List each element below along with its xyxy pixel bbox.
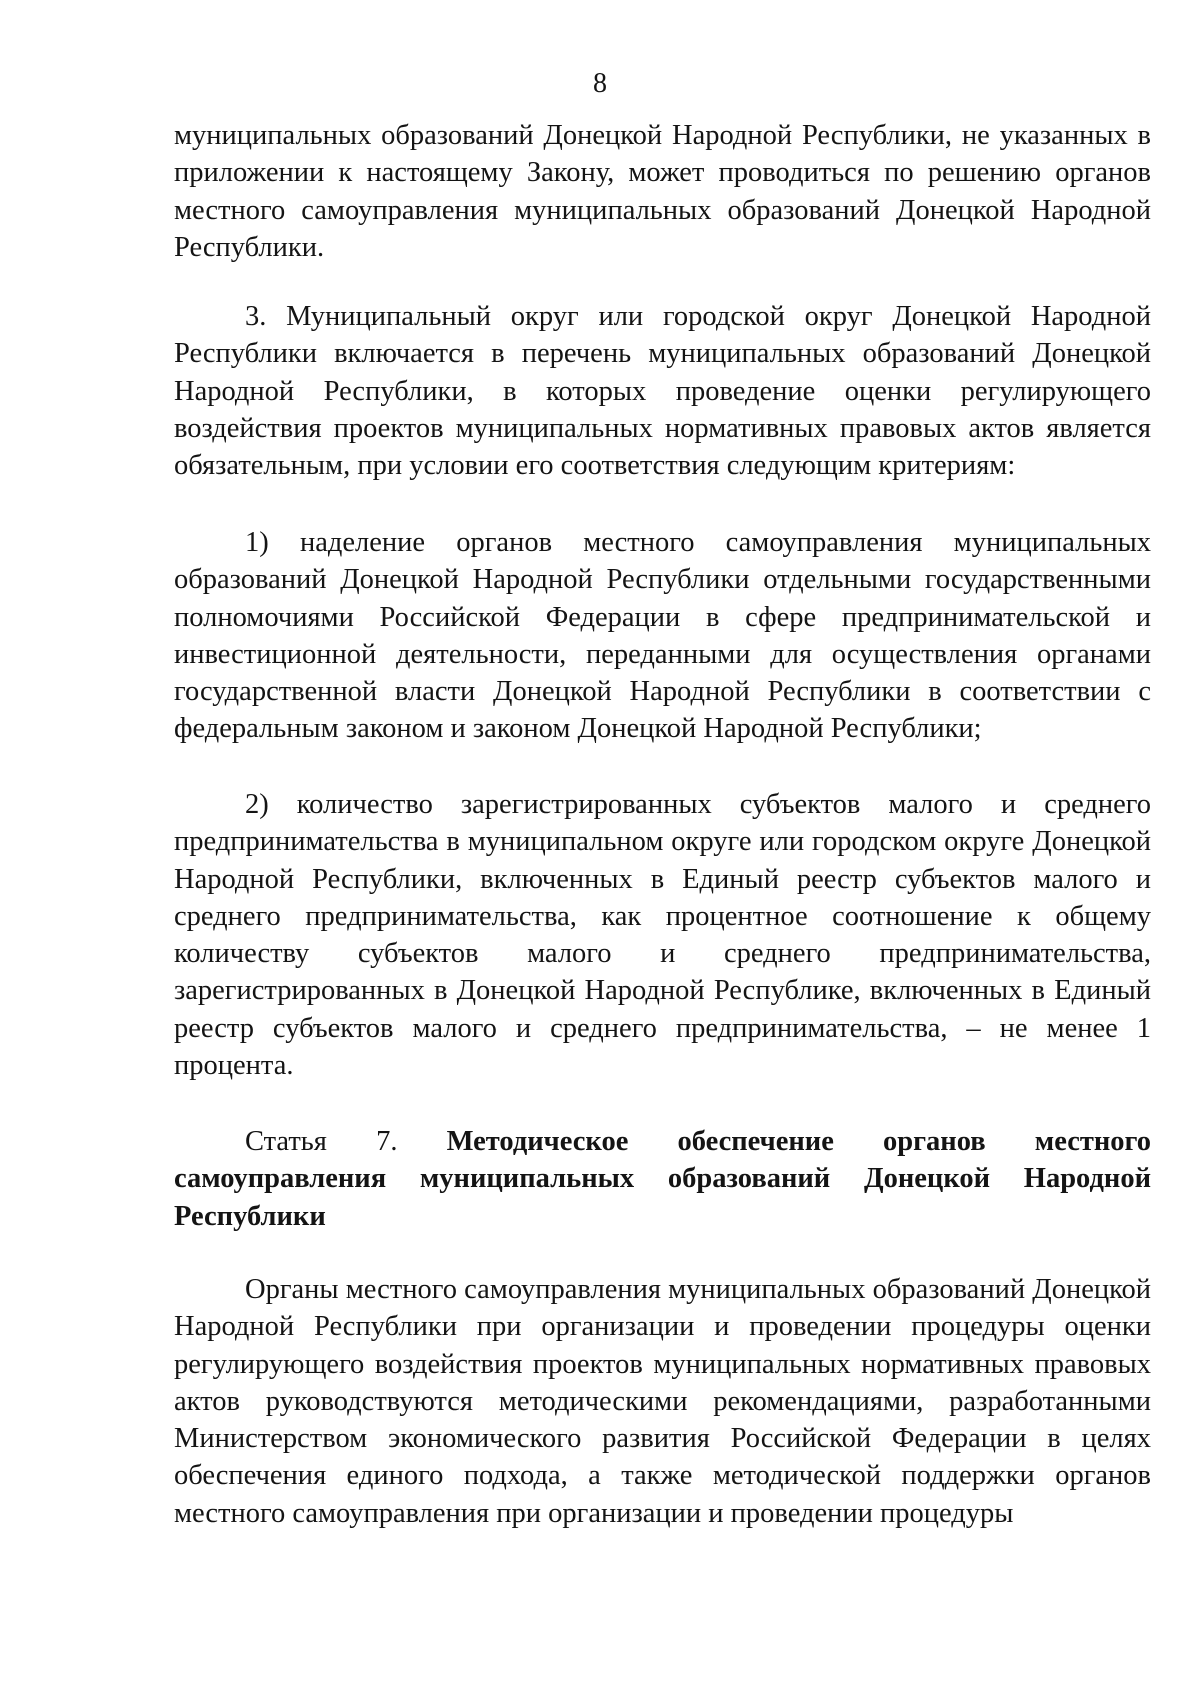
article-7-title: Методическое обеспечение органов местного самоуправления муниципальных образований Донецкой Народной Республики [174, 1126, 1152, 1232]
paragraph-criterion-2: 2) количество зарегистрированных субъектов малого и среднего предпринимательства в муниципальном округе или городском округе Донецкой Народной Республики, включенных в Единый реестр субъектов малого и среднего предпринимательства, как процентное соотношение к общему количеству субъектов малого и среднего предпринимательства, зарегистрированных в Донецкой Народной Республике, включенных в Единый реестр субъектов малого и среднего предпринимательства, – не менее 1 процента. [174, 789, 1151, 1082]
article-7-heading [174, 1123, 1151, 1235]
paragraph-clause-3: 3. Муниципальный округ или городской округ Донецкой Народной Республики включается в перечень муниципальных образований Донецкой Народной Республики, в которых проведение оценки регулирующего воздействия проектов муниципальных нормативных правовых актов является обязательным, при условии его соответствия следующим критериям: [174, 301, 1151, 482]
article-7-body: Органы местного самоуправления муниципальных образований Донецкой Народной Республики при организации и проведении процедуры оценки регулирующего воздействия проектов муниципальных нормативных правовых актов руководствуются методическими рекомендациями, разработанными Министерством экономического развития Российской Федерации в целях обеспечения единого подхода, а также методической поддержки органов местного самоуправления при организации и проведении процедуры [174, 1274, 1151, 1529]
article-7-label: Статья 7. [245, 1126, 398, 1157]
paragraph-continuation: муниципальных образований Донецкой Народной Республики, не указанных в приложении к настоящему Закону, может проводиться по решению органов местного самоуправления муниципальных образований Донецкой Народной Республики. [174, 120, 1151, 263]
page-number: 8 [593, 68, 607, 99]
paragraph-criterion-1: 1) наделение органов местного самоуправления муниципальных образований Донецкой Народной Республики отдельными государственными полномочиями Российской Федерации в сфере предпринимательской и инвестиционной деятельности, переданными для осуществления органами государственной власти Донецкой Народной Республики в соответствии с федеральным законом и законом Донецкой Народной Республики; [174, 527, 1151, 745]
